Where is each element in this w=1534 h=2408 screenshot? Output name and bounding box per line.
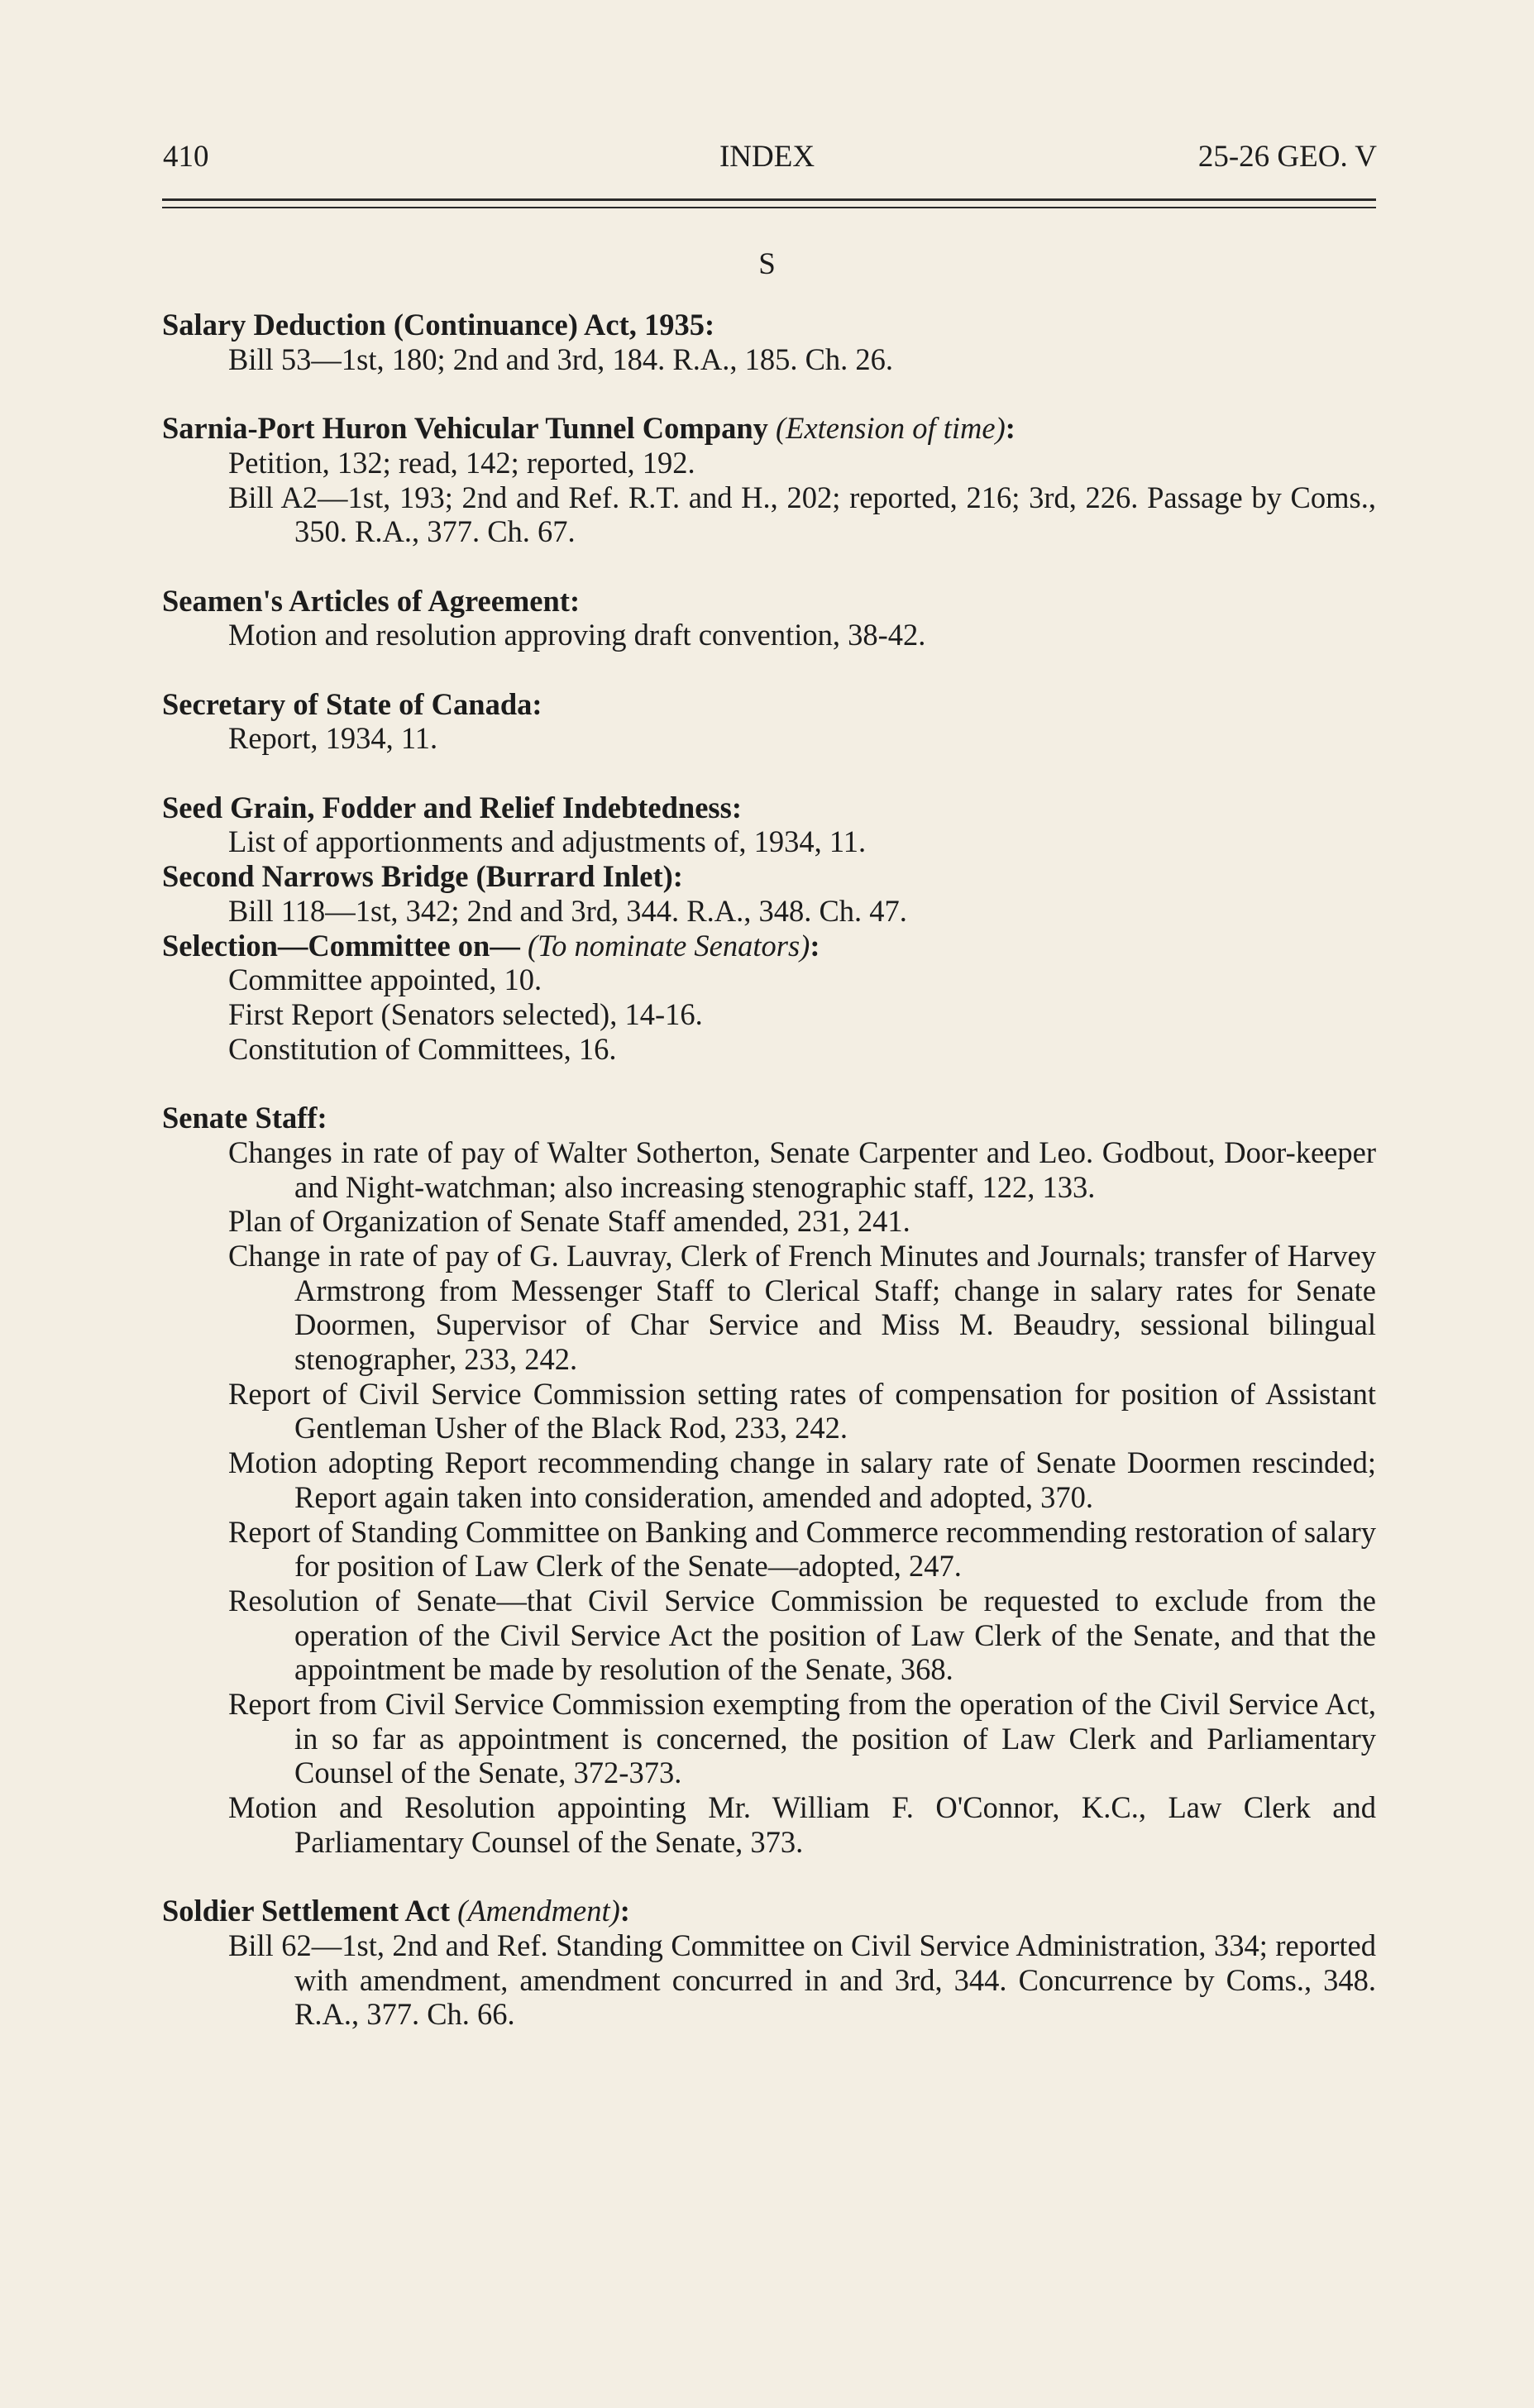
- entry-subentry: First Report (Senators selected), 14-16.: [228, 997, 703, 1031]
- entry-heading: [162, 1894, 1376, 1928]
- entry-subentry: Bill 53—1st, 180; 2nd and 3rd, 184. R.A., 185. Ch. 26.: [228, 342, 894, 376]
- entry-heading: [162, 859, 1376, 894]
- section-letter: S: [758, 247, 776, 281]
- index-entry: [162, 1101, 1376, 1859]
- header-rule-thick: [162, 198, 1376, 201]
- entry-heading: [162, 791, 1376, 825]
- entry-subentry: Committee appointed, 10.: [228, 963, 542, 997]
- entry-heading: [162, 308, 1376, 342]
- entry-subentry: Bill 62—1st, 2nd and Ref. Standing Committee on Civil Service Administration, 334; reported with amendment, amendment concurred in and 3rd, 344. Concurrence by Coms., 348. R.A., 377. Ch. 66.: [228, 1928, 1376, 2032]
- entry-subentry: Bill 118—1st, 342; 2nd and 3rd, 344. R.A., 348. Ch. 47.: [228, 893, 907, 928]
- index-entry: [162, 859, 1376, 928]
- header-title: INDEX: [719, 140, 815, 174]
- entry-subentry: Report of Civil Service Commission setting rates of compensation for position of Assistant Gentleman Usher of the Black Rod, 233, 242.: [228, 1376, 1376, 1445]
- entry-subentry: List of apportionments and adjustments of, 1934, 11.: [228, 824, 867, 859]
- entry-heading-main: Selection—Committee on—: [162, 928, 520, 963]
- entry-heading-colon: :: [672, 859, 683, 894]
- entry-heading-colon: :: [731, 790, 742, 824]
- header-rule-thin: [162, 207, 1376, 208]
- entry-subentry: Bill A2—1st, 193; 2nd and Ref. R.T. and H., 202; reported, 216; 3rd, 226. Passage by Coms., 350. R.A., 377. Ch. 67.: [228, 480, 1376, 549]
- entry-subentry: Report, 1934, 11.: [228, 721, 438, 756]
- entry-heading-colon: :: [810, 928, 820, 963]
- entry-heading: [162, 929, 1376, 963]
- entry-heading: [162, 411, 1376, 446]
- entry-subentry: Report of Standing Committee on Banking and Commerce recommending restoration of salary for position of Law Clerk of the Senate—adopted, 247.: [228, 1514, 1376, 1584]
- index-entry: [162, 929, 1376, 1067]
- entry-subentry: Change in rate of pay of G. Lauvray, Clerk of French Minutes and Journals; transfer of Harvey Armstrong from Messenger Staff to Clerical Staff; change in salary rates for Senate Doormen, Supervisor of Char Service and Miss M. Beaudry, sessional bilingual stenographer, 233, 242.: [228, 1238, 1376, 1377]
- entry-heading-main: Soldier Settlement Act: [162, 1894, 451, 1928]
- entry-heading-colon: :: [704, 308, 715, 342]
- entry-subentry: Motion and Resolution appointing Mr. William F. O'Connor, K.C., Law Clerk and Parliamentary Counsel of the Senate, 373.: [228, 1790, 1376, 1859]
- entry-heading-colon: :: [317, 1101, 327, 1135]
- entry-heading-main: Seamen's Articles of Agreement: [162, 583, 570, 618]
- entry-heading: [162, 687, 1376, 722]
- entry-heading-qualifier: (Amendment): [457, 1894, 620, 1928]
- index-entry: [162, 584, 1376, 652]
- entry-heading: [162, 1101, 1376, 1135]
- entry-subentry: Changes in rate of pay of Walter Sotherton, Senate Carpenter and Leo. Godbout, Door-keeper and Night-watchman; also increasing stenographic staff, 122, 133.: [228, 1135, 1376, 1204]
- entry-subentry: Plan of Organization of Senate Staff amended, 231, 241.: [228, 1204, 910, 1239]
- entry-heading-colon: :: [619, 1894, 630, 1928]
- entry-subentry: Constitution of Committees, 16.: [228, 1031, 617, 1066]
- entry-heading-qualifier: (Extension of time): [776, 411, 1006, 446]
- index-entry: [162, 687, 1376, 756]
- entry-heading-main: Senate Staff: [162, 1101, 318, 1135]
- entry-heading: [162, 584, 1376, 619]
- entry-heading-colon: :: [1005, 411, 1015, 446]
- index-entry: [162, 411, 1376, 549]
- entry-heading-main: Secretary of State of Canada: [162, 686, 533, 721]
- index-entry: [162, 308, 1376, 376]
- index-body: [162, 308, 1376, 2032]
- entry-heading-main: Second Narrows Bridge (Burrard Inlet): [162, 859, 673, 894]
- entry-subentry: Petition, 132; read, 142; reported, 192.: [228, 445, 695, 480]
- entry-heading-colon: :: [569, 583, 581, 618]
- entry-subentry: Motion and resolution approving draft convention, 38-42.: [228, 618, 926, 652]
- header-volume: 25-26 GEO. V: [1197, 140, 1377, 174]
- page-number: 410: [163, 140, 209, 174]
- entry-heading-qualifier: (To nominate Senators): [527, 928, 810, 963]
- entry-subentry: Resolution of Senate—that Civil Service Commission be requested to exclude from the operation of the Civil Service Act the position of Law Clerk of the Senate, and that the appointment be made by resolution of the Senate, 368.: [228, 1583, 1376, 1687]
- entry-subentry: Motion adopting Report recommending change in salary rate of Senate Doormen rescinded; Report again taken into consideration, amended and adopted, 370.: [228, 1445, 1376, 1514]
- entry-heading-main: Sarnia-Port Huron Vehicular Tunnel Company: [162, 411, 768, 446]
- index-entry: [162, 791, 1376, 859]
- index-entry: [162, 1894, 1376, 2032]
- entry-heading-colon: :: [532, 686, 542, 721]
- entry-heading-main: Salary Deduction (Continuance) Act, 1935: [162, 308, 705, 342]
- entry-heading-main: Seed Grain, Fodder and Relief Indebtedness: [162, 790, 732, 824]
- entry-subentry: Report from Civil Service Commission exempting from the operation of the Civil Service Act, in so far as appointment is concerned, the position of Law Clerk and Parliamentary Counsel of the Senate, 372-373.: [228, 1687, 1376, 1790]
- running-header: [0, 139, 1534, 180]
